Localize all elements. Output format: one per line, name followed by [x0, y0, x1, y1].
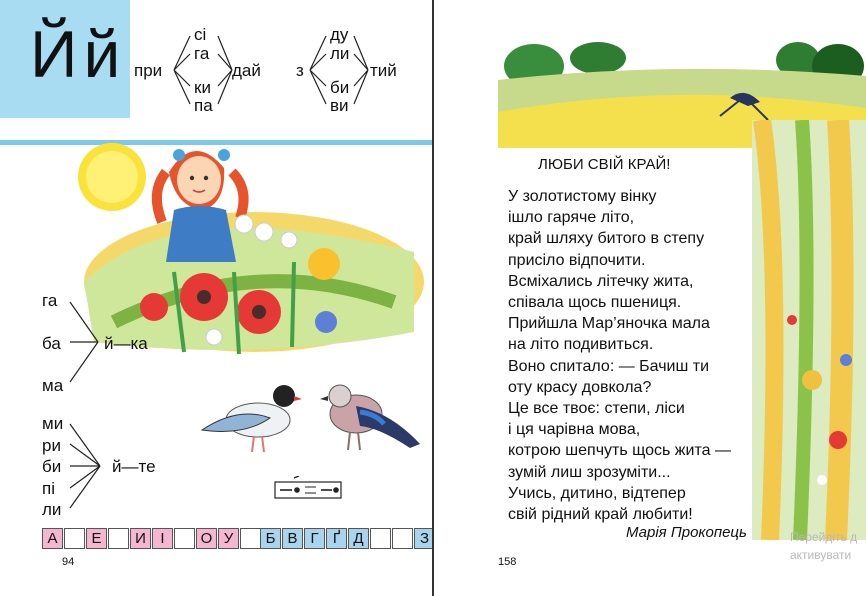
gull-bird-illustration [198, 376, 302, 458]
word-start: ли [42, 500, 62, 519]
right-page [434, 0, 866, 596]
consonant-letter-strip [260, 528, 436, 549]
word-pattern-1: й—ка [104, 334, 148, 353]
consonant-cell [392, 528, 413, 549]
word-pattern-2: й—те [112, 457, 156, 476]
consonant-cell: Д [348, 528, 369, 549]
syllable-ending: ки [194, 78, 211, 97]
poem-line: присіло відпочити. [508, 251, 646, 269]
syllable-ending: ви [330, 96, 349, 115]
poem-line: і ця чарівна мова, [508, 421, 641, 439]
poem-text [508, 186, 768, 525]
word-start: ми [42, 414, 64, 433]
poem-line: свій рідний край любити! [508, 506, 693, 524]
consonant-cell: Ґ [326, 528, 347, 549]
consonant-cell: З [414, 528, 435, 549]
consonant-cell: Б [260, 528, 281, 549]
syllable-ending: ду [330, 25, 349, 44]
poem-line: Це все твоє: степи, ліси [508, 400, 685, 418]
poem-line: Всміхались літечку жита, [508, 272, 694, 290]
poem-line: на літо подивиться. [508, 336, 654, 354]
vowel-cell [174, 528, 195, 549]
word-start: пі [42, 479, 55, 498]
vowel-cell: І [152, 528, 173, 549]
syllable-suffix-2: тий [370, 61, 397, 80]
syllable-prefix-1: при [134, 61, 163, 80]
vowel-cell: У [218, 528, 239, 549]
word-start: би [42, 457, 62, 476]
left-page [0, 0, 432, 596]
poem-line: котрою шепчуть щось жита — [508, 442, 731, 460]
word-start: га [42, 291, 58, 310]
jay-bird-illustration [320, 378, 422, 458]
word-start: ма [42, 376, 64, 395]
poem-line: Прийшла Мар’яночка мала [508, 315, 710, 333]
vowel-cell: Е [86, 528, 107, 549]
poem-line: оту красу довкола? [508, 378, 652, 396]
syllable-ending: ли [330, 44, 350, 63]
syllable-ending: па [194, 96, 213, 115]
letter-box [0, 0, 130, 118]
poem-line: ішло гаряче літо, [508, 209, 635, 227]
activation-watermark-line1: Перейдіть д [790, 530, 858, 544]
vowel-cell [240, 528, 261, 549]
word-branch-lines-2 [66, 418, 110, 514]
letter-title: Йй [30, 17, 127, 91]
poem-line: Учись, дитино, відтепер [508, 484, 686, 502]
vowel-cell [64, 528, 85, 549]
poem-line: зумій лиш зрозуміти... [508, 463, 671, 481]
syllable-prefix-2: з [296, 61, 304, 80]
activation-watermark-line2: активувати [790, 548, 852, 562]
syllable-ending: би [330, 78, 350, 97]
sound-scheme-icon [274, 476, 344, 500]
vowel-letter-strip [42, 528, 262, 549]
poem-line: співала щось пшениця. [508, 294, 682, 312]
poem-line: край шляху битого в степу [508, 230, 705, 248]
vowel-cell [108, 528, 129, 549]
poem-title: ЛЮБИ СВІЙ КРАЙ! [538, 156, 671, 173]
page-number-right: 158 [498, 556, 517, 568]
syllable-ending: га [194, 44, 210, 63]
vowel-cell: О [196, 528, 217, 549]
consonant-cell: В [282, 528, 303, 549]
poem-line: У золотистому вінку [508, 188, 657, 205]
consonant-cell: Г [304, 528, 325, 549]
vowel-cell: А [42, 528, 63, 549]
word-start: ри [42, 436, 61, 455]
consonant-cell [370, 528, 391, 549]
wheat-flowers-border [752, 120, 866, 540]
vowel-cell: И [130, 528, 151, 549]
syllable-suffix-1: дай [232, 61, 261, 80]
word-start: ба [42, 334, 61, 353]
syllable-ending: сі [194, 25, 207, 44]
poem-author: Марія Прокопець [626, 524, 747, 541]
page-number-left: 94 [62, 556, 75, 568]
poem-line: Воно спитало: — Бачиш ти [508, 357, 710, 375]
